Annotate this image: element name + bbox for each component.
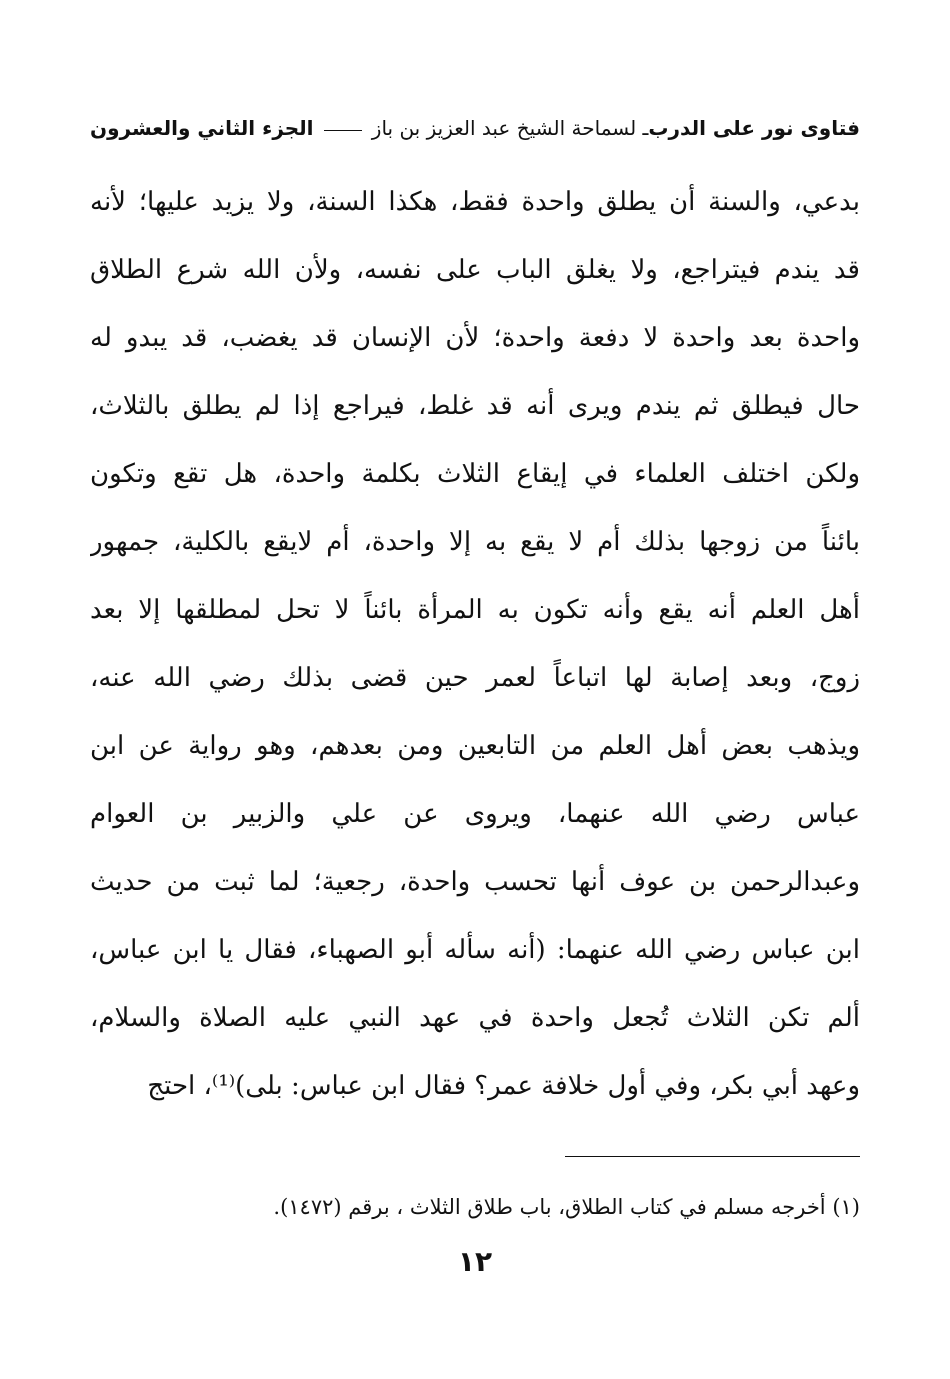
text-line: ألم تكن الثلاث تُجعل واحدة في عهد النبي عليه الصلاة والسلام، — [90, 1003, 860, 1033]
footnote-separator — [565, 1156, 860, 1157]
text-line: بائناً من زوجها بذلك أم لا يقع به إلا واحدة، أم لايقع بالكلية، جمهور — [90, 527, 860, 557]
page-number: ١٢ — [457, 1245, 493, 1278]
header-book-title: فتاوى نور على الدرب — [648, 116, 860, 140]
text-line: حال فيطلق ثم يندم ويرى أنه قد غلط، فيراجع إذا لم يطلق بالثلاث، — [90, 391, 860, 421]
text-line: واحدة بعد واحدة لا دفعة واحدة؛ لأن الإنسان قد يغضب، قد يبدو له — [90, 323, 860, 353]
header-volume: الجزء الثاني والعشرون — [90, 116, 314, 140]
text-line: بدعي، والسنة أن يطلق واحدة فقط، هكذا السنة، ولا يزيد عليها؛ لأنه — [90, 187, 860, 217]
header-author: ـ لسماحة الشيخ عبد العزيز بن باز — [371, 116, 649, 140]
text-line: ولكن اختلف العلماء في إيقاع الثلاث بكلمة واحدة، هل تقع وتكون — [90, 459, 860, 489]
text-line: وعبدالرحمن بن عوف أنها تحسب واحدة، رجعية؛ لما ثبت من حديث — [90, 867, 860, 897]
footnote: (١) أخرجه مسلم في كتاب الطلاق، باب طلاق الثلاث ، برقم (١٤٧٢). — [273, 1195, 860, 1219]
running-header — [90, 108, 860, 148]
header-rule — [324, 130, 362, 131]
text-line: ويذهب بعض أهل العلم من التابعين ومن بعدهم، وهو رواية عن ابن — [90, 731, 860, 761]
text-line: أهل العلم أنه يقع وأنه تكون به المرأة بائناً لا تحل لمطلقها إلا بعد — [90, 595, 860, 625]
text-line: زوج، وبعد إصابة لها اتباعاً لعمر حين قضى بذلك رضي الله عنه، — [90, 663, 860, 693]
text-line: ابن عباس رضي الله عنهما: (أنه سأله أبو الصهباء، فقال يا ابن عباس، — [90, 935, 860, 965]
text-line: قد يندم فيتراجع، ولا يغلق الباب على نفسه، ولأن الله شرع الطلاق — [90, 255, 860, 285]
main-text — [90, 168, 860, 1120]
text-line: وعهد أبي بكر، وفي أول خلافة عمر؟ فقال ابن عباس: بلى)⁽¹⁾، احتج — [147, 1071, 860, 1101]
text-line: عباس رضي الله عنهما، ويروى عن علي والزبير بن العوام — [90, 799, 860, 829]
